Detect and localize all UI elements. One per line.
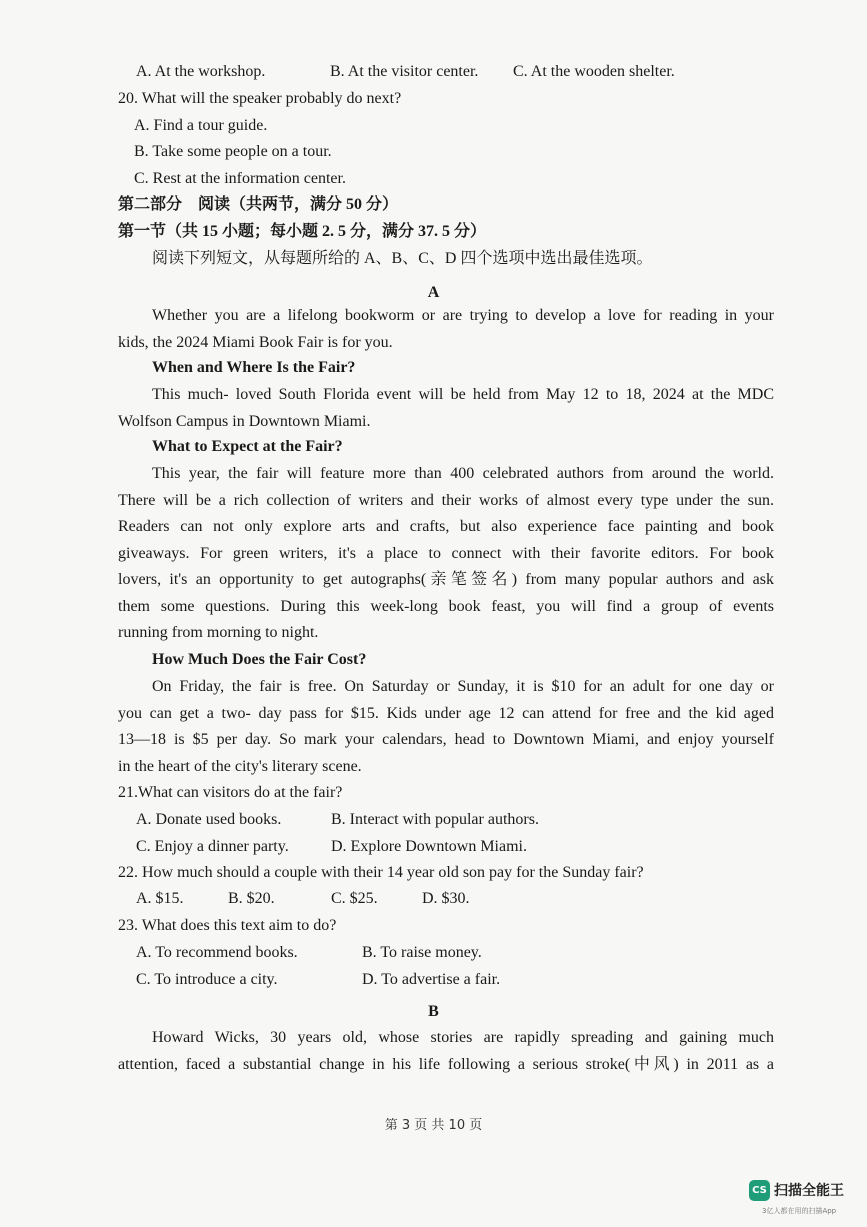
passage-b-letter: B [428,1003,439,1020]
page-number: 第 3 页 共 10 页 [384,1118,483,1133]
passage-a-p3-line-5: lovers, it's an opportunity to get autographs(亲笔签名) from many popular authors and ask [118,571,774,588]
q23-option-a: A. To recommend books. [136,944,298,961]
section1-title: 第一节（共 15 小题；每小题 2. 5 分，满分 37. 5 分） [118,223,487,240]
q21-option-c: C. Enjoy a dinner party. [136,838,289,855]
q22-option-b: B. $20. [228,890,275,907]
q20-option-c: C. Rest at the information center. [134,170,346,187]
q23-option-b: B. To raise money. [362,944,482,961]
passage-b-p1-line-1: Howard Wicks, 30 years old, whose stories are rapidly spreading and gaining much [152,1029,774,1046]
passage-a-p2-line-2: Wolfson Campus in Downtown Miami. [118,412,371,430]
q19-option-c: C. At the wooden shelter. [513,63,675,80]
passage-a-p3-line-6: them some questions. During this week-long book feast, you will find a group of events [118,597,774,615]
passage-a-p4-line-4: in the heart of the city's literary scene. [118,757,362,775]
heading-what-to-expect: What to Expect at the Fair? [152,438,343,455]
watermark-subtitle: 3亿人都在用的扫描App [762,1207,837,1215]
passage-a-p1-line-2: kids, the 2024 Miami Book Fair is for you. [118,333,393,351]
passage-a-p3 [118,461,774,647]
q22-option-d: D. $30. [422,890,470,907]
q19-option-b: B. At the visitor center. [330,63,479,80]
passage-a-p3-line-4: giveaways. For green writers, it's a place to connect with their favorite editors. For book [118,544,774,562]
passage-a-p4-line-2: you can get a two- day pass for $15. Kids under age 12 can attend for free and the kid aged [118,704,774,722]
q21-option-d: D. Explore Downtown Miami. [331,838,527,855]
camscanner-logo-icon: CS [749,1180,770,1201]
q22-option-a: A. $15. [136,890,184,907]
heading-when-where: When and Where Is the Fair? [152,359,356,376]
passage-a-p3-line-3: Readers can not only explore arts and crafts, but also experience face painting and book [118,518,774,535]
passage-a-p3-line-2: There will be a rich collection of writers and their works of almost every type under the sun. [118,491,774,509]
passage-a-letter: A [427,284,440,301]
q23-option-d: D. To advertise a fair. [362,971,501,988]
watermark-name: 扫描全能王 [774,1183,844,1199]
q22-option-c: C. $25. [331,890,378,907]
q23-stem: 23. What does this text aim to do? [118,917,337,934]
q20-option-a: A. Find a tour guide. [134,117,268,134]
q19-option-a: A. At the workshop. [136,63,266,80]
passage-a-p3-line-1: This year, the fair will feature more than 400 celebrated authors from around the world. [152,465,774,482]
passage-a-p4 [118,674,774,780]
passage-a-p3-line-7: running from morning to night. [118,624,319,641]
q20-stem: 20. What will the speaker probably do next? [118,90,402,107]
q20-option-b: B. Take some people on a tour. [134,143,332,160]
heading-cost: How Much Does the Fair Cost? [152,651,367,668]
q21-option-a: A. Donate used books. [136,811,282,828]
passage-a-p1-line-1: Whether you are a lifelong bookworm or are trying to develop a love for reading in your [152,307,774,324]
q23-option-c: C. To introduce a city. [136,971,278,988]
q22-stem: 22. How much should a couple with their 14 year old son pay for the Sunday fair? [118,864,644,881]
passage-a-p2-line-1: This much- loved South Florida event will be held from May 12 to 18, 2024 at the MDC [152,386,774,403]
passage-a-p4-line-3: 13—18 is $5 per day. So mark your calendars, head to Downtown Miami, and enjoy yourself [118,731,774,748]
passage-b-p1-line-2: attention, faced a substantial change in his life following a serious stroke(中风) in 2011 as a [118,1055,774,1073]
q21-option-b: B. Interact with popular authors. [331,811,539,828]
part2-title: 第二部分 阅读（共两节，满分 50 分） [118,196,399,213]
passage-a-p1 [118,303,774,356]
passage-a-p4-line-1: On Friday, the fair is free. On Saturday or Sunday, it is $10 for an adult for one day or [152,678,774,695]
passage-a-p2 [118,382,774,435]
instruction: 阅读下列短文，从每题所给的 A、B、C、D 四个选项中选出最佳选项。 [152,250,653,267]
q21-stem: 21.What can visitors do at the fair? [118,784,343,801]
passage-b-p1 [118,1025,774,1078]
